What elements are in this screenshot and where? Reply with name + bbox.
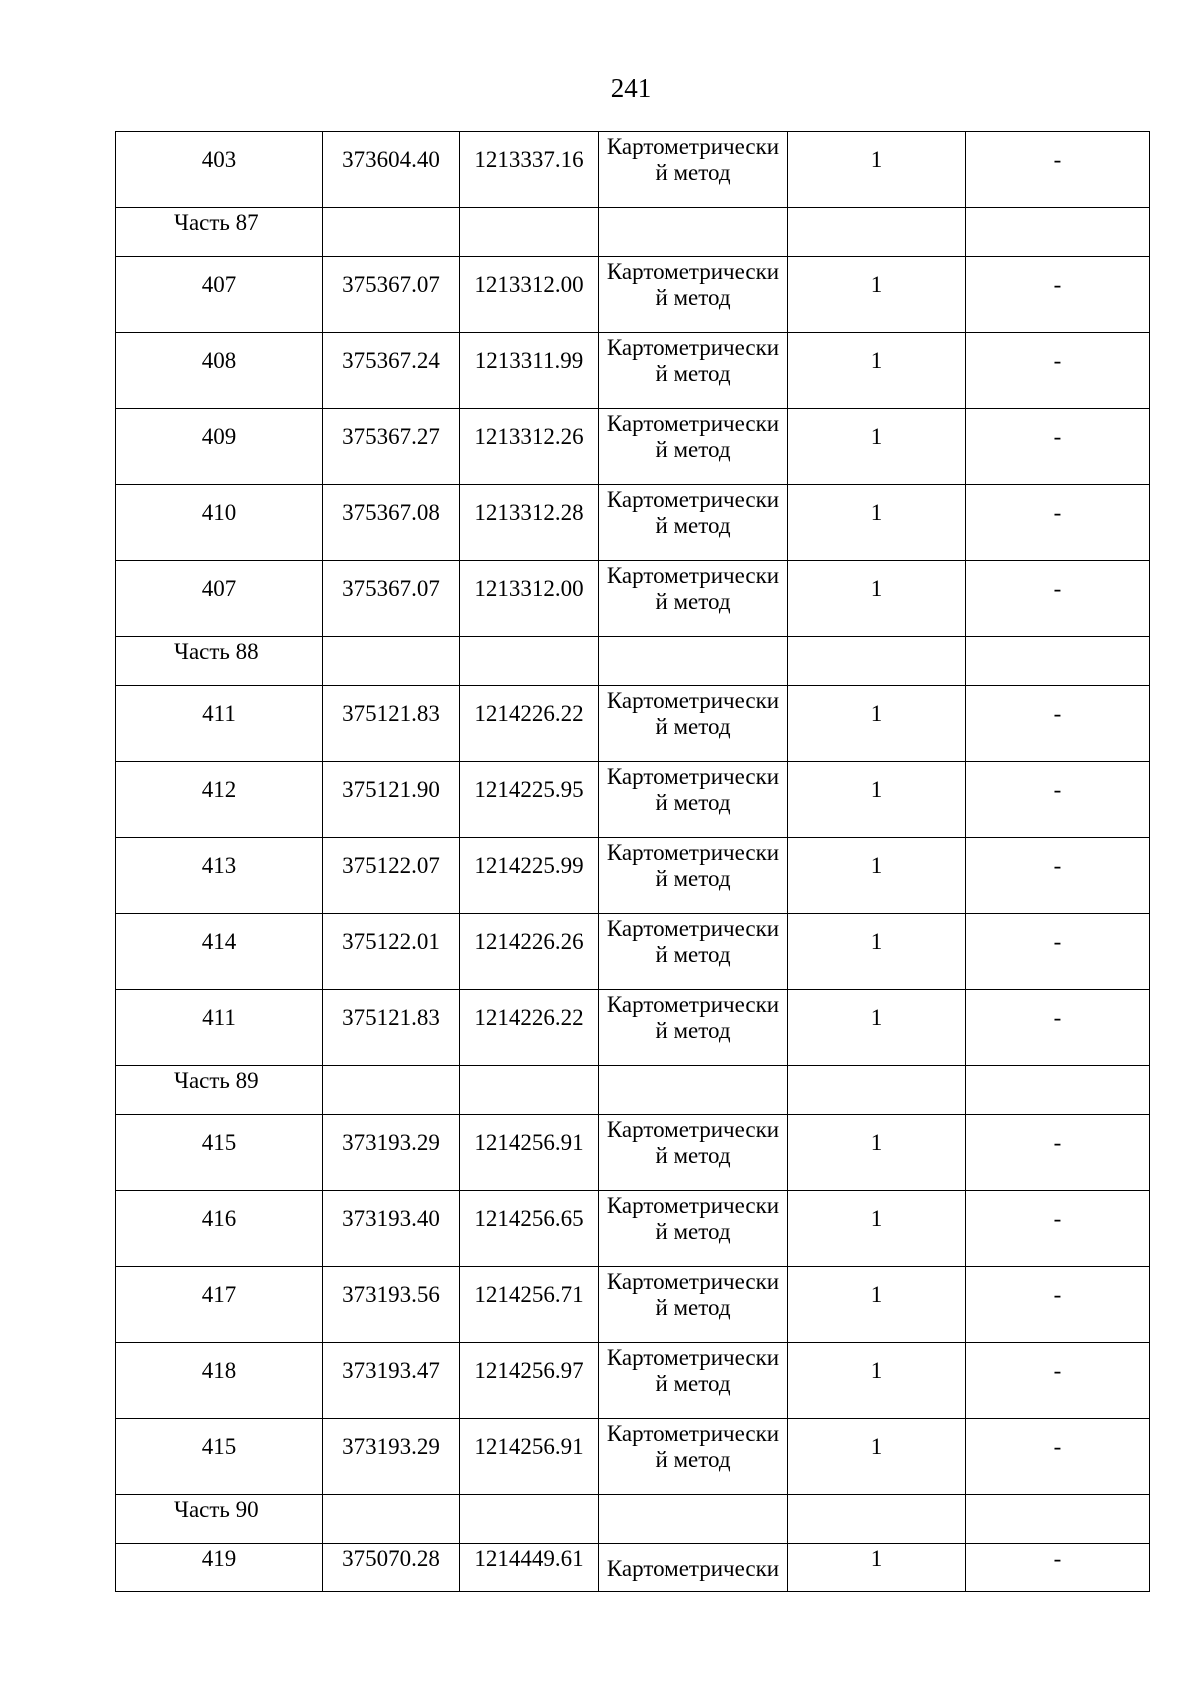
y-coordinate-cell: 1214256.97	[460, 1343, 599, 1419]
point-number-cell: 418	[116, 1343, 323, 1419]
note-cell: -	[966, 333, 1150, 409]
empty-cell	[599, 1066, 788, 1115]
point-row	[116, 1343, 1150, 1419]
point-number-cell: 412	[116, 762, 323, 838]
note-cell: -	[966, 838, 1150, 914]
point-number-cell: 403	[116, 132, 323, 208]
note-cell: -	[966, 1191, 1150, 1267]
point-number-cell: 411	[116, 686, 323, 762]
method-cell: Картометрически й метод	[599, 1419, 788, 1495]
accuracy-cell: 1	[788, 1544, 966, 1592]
accuracy-cell: 1	[788, 1419, 966, 1495]
section-label: Часть 90	[116, 1495, 323, 1544]
note-cell: -	[966, 686, 1150, 762]
accuracy-cell: 1	[788, 990, 966, 1066]
y-coordinate-cell: 1213312.26	[460, 409, 599, 485]
point-row	[116, 485, 1150, 561]
empty-cell	[788, 208, 966, 257]
x-coordinate-cell: 373193.29	[323, 1419, 460, 1495]
empty-cell	[460, 1495, 599, 1544]
note-cell: -	[966, 409, 1150, 485]
empty-cell	[788, 637, 966, 686]
empty-cell	[966, 208, 1150, 257]
x-coordinate-cell: 375367.07	[323, 257, 460, 333]
empty-cell	[966, 1066, 1150, 1115]
section-row	[116, 208, 1150, 257]
x-coordinate-cell: 375121.83	[323, 990, 460, 1066]
y-coordinate-cell: 1213312.28	[460, 485, 599, 561]
y-coordinate-cell: 1213311.99	[460, 333, 599, 409]
accuracy-cell: 1	[788, 257, 966, 333]
method-cell: Картометрически й метод	[599, 914, 788, 990]
y-coordinate-cell: 1214256.91	[460, 1115, 599, 1191]
point-number-cell: 417	[116, 1267, 323, 1343]
coordinates-table-body	[116, 132, 1150, 1592]
note-cell: -	[966, 1115, 1150, 1191]
y-coordinate-cell: 1213312.00	[460, 257, 599, 333]
accuracy-cell: 1	[788, 1115, 966, 1191]
point-row	[116, 333, 1150, 409]
point-row	[116, 838, 1150, 914]
method-cell: Картометрически й метод	[599, 762, 788, 838]
x-coordinate-cell: 375367.27	[323, 409, 460, 485]
note-cell: -	[966, 990, 1150, 1066]
point-row	[116, 561, 1150, 637]
accuracy-cell: 1	[788, 1267, 966, 1343]
accuracy-cell: 1	[788, 914, 966, 990]
point-row	[116, 990, 1150, 1066]
note-cell: -	[966, 132, 1150, 208]
accuracy-cell: 1	[788, 1343, 966, 1419]
method-cell: Картометрически й метод	[599, 409, 788, 485]
accuracy-cell: 1	[788, 686, 966, 762]
method-cell: Картометрически й метод	[599, 1191, 788, 1267]
point-row	[116, 914, 1150, 990]
section-row	[116, 637, 1150, 686]
empty-cell	[599, 208, 788, 257]
y-coordinate-cell: 1214256.71	[460, 1267, 599, 1343]
x-coordinate-cell: 375070.28	[323, 1544, 460, 1592]
point-number-cell: 415	[116, 1419, 323, 1495]
empty-cell	[460, 208, 599, 257]
y-coordinate-cell: 1214226.22	[460, 990, 599, 1066]
point-number-cell: 410	[116, 485, 323, 561]
point-row	[116, 762, 1150, 838]
y-coordinate-cell: 1214225.95	[460, 762, 599, 838]
empty-cell	[460, 637, 599, 686]
y-coordinate-cell: 1213312.00	[460, 561, 599, 637]
point-number-cell: 407	[116, 257, 323, 333]
section-label: Часть 89	[116, 1066, 323, 1115]
accuracy-cell: 1	[788, 333, 966, 409]
x-coordinate-cell: 375122.01	[323, 914, 460, 990]
note-cell: -	[966, 257, 1150, 333]
method-cell: Картометрически й метод	[599, 561, 788, 637]
x-coordinate-cell: 373193.47	[323, 1343, 460, 1419]
method-cell: Картометрически й метод	[599, 990, 788, 1066]
point-number-cell: 411	[116, 990, 323, 1066]
point-number-cell: 408	[116, 333, 323, 409]
method-cell: Картометрически й метод	[599, 132, 788, 208]
page-number: 241	[610, 73, 652, 103]
note-cell: -	[966, 485, 1150, 561]
point-number-cell: 416	[116, 1191, 323, 1267]
note-cell: -	[966, 1419, 1150, 1495]
empty-cell	[788, 1495, 966, 1544]
point-row	[116, 1115, 1150, 1191]
x-coordinate-cell: 375121.83	[323, 686, 460, 762]
accuracy-cell: 1	[788, 132, 966, 208]
accuracy-cell: 1	[788, 485, 966, 561]
section-row	[116, 1066, 1150, 1115]
x-coordinate-cell: 373193.40	[323, 1191, 460, 1267]
point-row	[116, 1544, 1150, 1592]
y-coordinate-cell: 1214225.99	[460, 838, 599, 914]
method-cell: Картометрически й метод	[599, 1267, 788, 1343]
x-coordinate-cell: 375367.08	[323, 485, 460, 561]
section-label: Часть 87	[116, 208, 323, 257]
x-coordinate-cell: 373604.40	[323, 132, 460, 208]
x-coordinate-cell: 375121.90	[323, 762, 460, 838]
method-cell: Картометрически й метод	[599, 257, 788, 333]
x-coordinate-cell: 375367.24	[323, 333, 460, 409]
x-coordinate-cell: 373193.56	[323, 1267, 460, 1343]
method-cell: Картометрически	[599, 1544, 788, 1592]
y-coordinate-cell: 1214256.91	[460, 1419, 599, 1495]
point-row	[116, 409, 1150, 485]
empty-cell	[966, 637, 1150, 686]
point-row	[116, 686, 1150, 762]
point-number-cell: 413	[116, 838, 323, 914]
method-cell: Картометрически й метод	[599, 838, 788, 914]
note-cell: -	[966, 762, 1150, 838]
empty-cell	[599, 637, 788, 686]
accuracy-cell: 1	[788, 838, 966, 914]
method-cell: Картометрически й метод	[599, 333, 788, 409]
empty-cell	[788, 1066, 966, 1115]
accuracy-cell: 1	[788, 409, 966, 485]
x-coordinate-cell: 373193.29	[323, 1115, 460, 1191]
accuracy-cell: 1	[788, 561, 966, 637]
empty-cell	[599, 1495, 788, 1544]
note-cell: -	[966, 561, 1150, 637]
coordinates-table	[115, 131, 1150, 1592]
point-row	[116, 1267, 1150, 1343]
y-coordinate-cell: 1214256.65	[460, 1191, 599, 1267]
point-number-cell: 409	[116, 409, 323, 485]
empty-cell	[966, 1495, 1150, 1544]
y-coordinate-cell: 1214449.61	[460, 1544, 599, 1592]
accuracy-cell: 1	[788, 762, 966, 838]
empty-cell	[323, 637, 460, 686]
point-row	[116, 132, 1150, 208]
empty-cell	[323, 1495, 460, 1544]
point-number-cell: 414	[116, 914, 323, 990]
accuracy-cell: 1	[788, 1191, 966, 1267]
empty-cell	[323, 208, 460, 257]
point-row	[116, 1191, 1150, 1267]
point-number-cell: 415	[116, 1115, 323, 1191]
y-coordinate-cell: 1213337.16	[460, 132, 599, 208]
section-row	[116, 1495, 1150, 1544]
method-cell: Картометрически й метод	[599, 686, 788, 762]
point-row	[116, 1419, 1150, 1495]
point-number-cell: 419	[116, 1544, 323, 1592]
note-cell: -	[966, 914, 1150, 990]
point-row	[116, 257, 1150, 333]
method-cell: Картометрически й метод	[599, 1343, 788, 1419]
method-cell: Картометрически й метод	[599, 1115, 788, 1191]
note-cell: -	[966, 1343, 1150, 1419]
empty-cell	[460, 1066, 599, 1115]
empty-cell	[323, 1066, 460, 1115]
note-cell: -	[966, 1267, 1150, 1343]
x-coordinate-cell: 375122.07	[323, 838, 460, 914]
y-coordinate-cell: 1214226.22	[460, 686, 599, 762]
method-cell: Картометрически й метод	[599, 485, 788, 561]
note-cell: -	[966, 1544, 1150, 1592]
section-label: Часть 88	[116, 637, 323, 686]
y-coordinate-cell: 1214226.26	[460, 914, 599, 990]
x-coordinate-cell: 375367.07	[323, 561, 460, 637]
point-number-cell: 407	[116, 561, 323, 637]
